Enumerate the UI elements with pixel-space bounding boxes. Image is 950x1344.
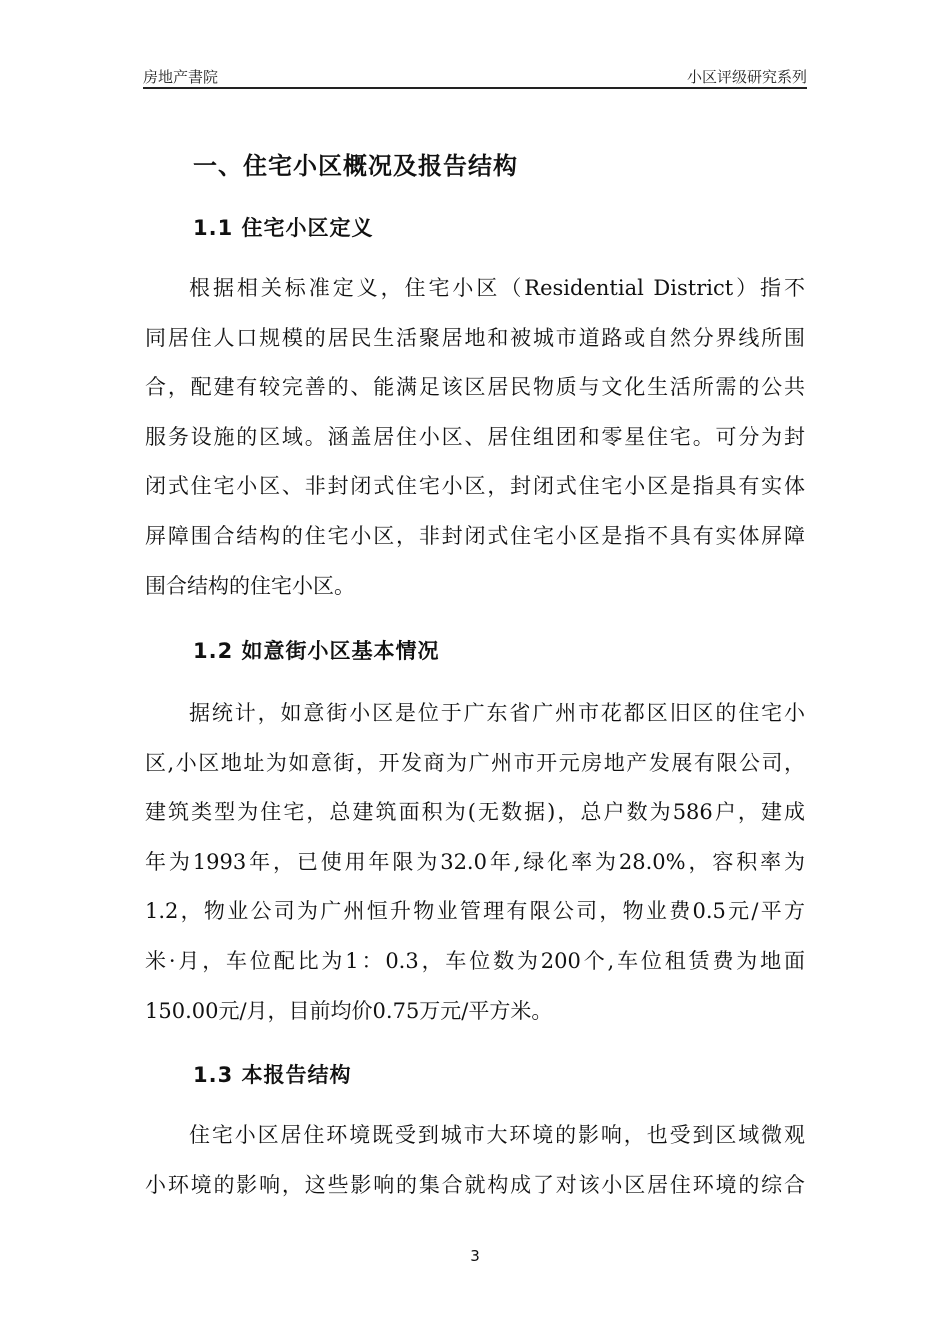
subsection-title-1-2: 1.2 如意街小区基本情况 [193,639,440,663]
text-line: 区,小区地址为如意街，开发商为广州市开元房地产发展有限公司， [145,750,805,775]
text-line: 屏障围合结构的住宅小区，非封闭式住宅小区是指不具有实体屏障 [145,523,805,548]
paragraph-report-structure [145,1111,805,1210]
text-line: 建筑类型为住宅，总建筑面积为(无数据)，总户数为586户，建成 [145,800,805,825]
header-right: 小区评级研究系列 [686,68,807,86]
text-line: 1.2，物业公司为广州恒升物业管理有限公司，物业费0.5元/平方 [145,899,805,924]
text-line: 年为1993年，已使用年限为32.0年,绿化率为28.0%，容积率为 [145,849,805,874]
text-line: 根据相关标准定义，住宅小区（Residential District）指不 [189,276,805,300]
paragraph-basic-info [145,689,805,1036]
text-line: 米·月，车位配比为1：0.3，车位数为200个,车位租赁费为地面 [145,948,805,973]
paragraph-definition [145,264,805,611]
text-line: 合，配建有较完善的、能满足该区居民物质与文化生活所需的公共 [145,375,805,400]
subsection-title-1-3: 1.3 本报告结构 [193,1063,352,1087]
text-line: 围合结构的住宅小区。 [145,573,355,598]
text-line: 同居住人口规模的居民生活聚居地和被城市道路或自然分界线所围 [145,325,805,350]
text-line: 住宅小区居住环境既受到城市大环境的影响，也受到区域微观 [189,1123,805,1147]
header-left: 房地产書院 [143,68,219,86]
page-number: 3 [470,1247,480,1265]
header-rule [143,87,807,89]
section-title: 一、住宅小区概况及报告结构 [193,152,518,180]
text-line: 服务设施的区域。涵盖居住小区、居住组团和零星住宅。可分为封 [145,424,805,449]
text-line: 小环境的影响，这些影响的集合就构成了对该小区居住环境的综合 [145,1172,805,1197]
text-line: 150.00元/月，目前均价0.75万元/平方米。 [145,998,553,1023]
subsection-title-1-1: 1.1 住宅小区定义 [193,216,374,240]
text-line: 据统计，如意街小区是位于广东省广州市花都区旧区的住宅小 [189,701,805,725]
text-line: 闭式住宅小区、非封闭式住宅小区，封闭式住宅小区是指具有实体 [145,474,805,499]
